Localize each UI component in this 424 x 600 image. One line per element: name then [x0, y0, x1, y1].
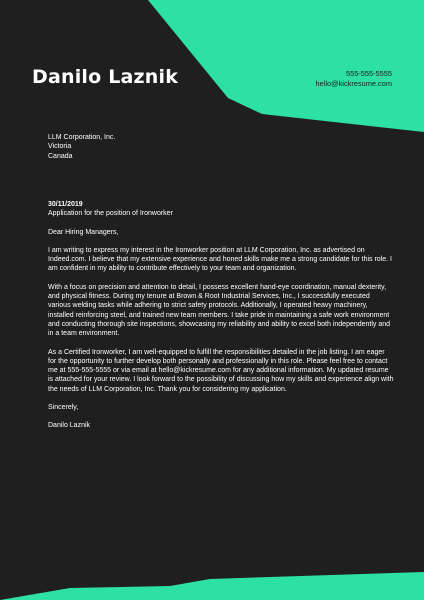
- letter-closing: Sincerely,: [48, 404, 79, 412]
- email-address: hello@kickresume.com: [315, 79, 392, 88]
- top-accent-polygon: [148, 0, 424, 132]
- recipient-country: Canada: [48, 152, 73, 160]
- letter-subject: Application for the position of Ironworker: [48, 210, 173, 218]
- recipient-address: [48, 133, 115, 161]
- contact-block: [315, 69, 392, 89]
- letter-signature: Danilo Laznik: [48, 422, 91, 430]
- letter-greeting: Dear Hiring Managers,: [48, 228, 119, 236]
- letter-paragraph: I am writing to express my interest in the Ironworker position at LLM Corporation, Inc. as advertised on Indeed.com. I believe that my extensive experience and honed skills make me a strong candidate for this role. I am confident in my ability to contribute effectively to your team and organization.: [48, 246, 392, 273]
- letter-date: 30/11/2019: [48, 201, 83, 208]
- recipient-company: LLM Corporation, Inc.: [48, 134, 116, 141]
- bottom-accent-polygon: [0, 572, 424, 600]
- letter-paragraph: With a focus on precision and attention to detail, I possess excellent hand-eye coordination, manual dexterity, and physical fitness. During my tenure at Brown & Root Industrial Services, Inc., I successfully executed various welding tasks while adhering to strict safety protocols. Additionally, I operated heavy machinery, installed reinforcing steel, and trained new team members. I take pride in maintaining a safe work environment and conducting thorough site inspections, showcasing my reliability and ability to excel both independently and in a team environment.: [48, 283, 391, 338]
- phone-number: 555-555-5555: [345, 69, 392, 78]
- applicant-name: Danilo Laznik: [32, 66, 179, 88]
- letter-paragraph: As a Certified Ironworker, I am well-equipped to fulfill the responsibilities detailed in the job listing. I am eager for the opportunity to further develop both personally and professionally in this role. Please feel free to contact me at 555-555-5555 or via email at hello@kickresume.com for any additional information. My updated resume is attached for your review. I look forward to the possibility of discussing how my skills and experience align with the needs of LLM Corporation, Inc. Thank you for considering my application.: [48, 348, 394, 393]
- letter-body: [48, 200, 394, 431]
- recipient-city: Victoria: [48, 143, 72, 151]
